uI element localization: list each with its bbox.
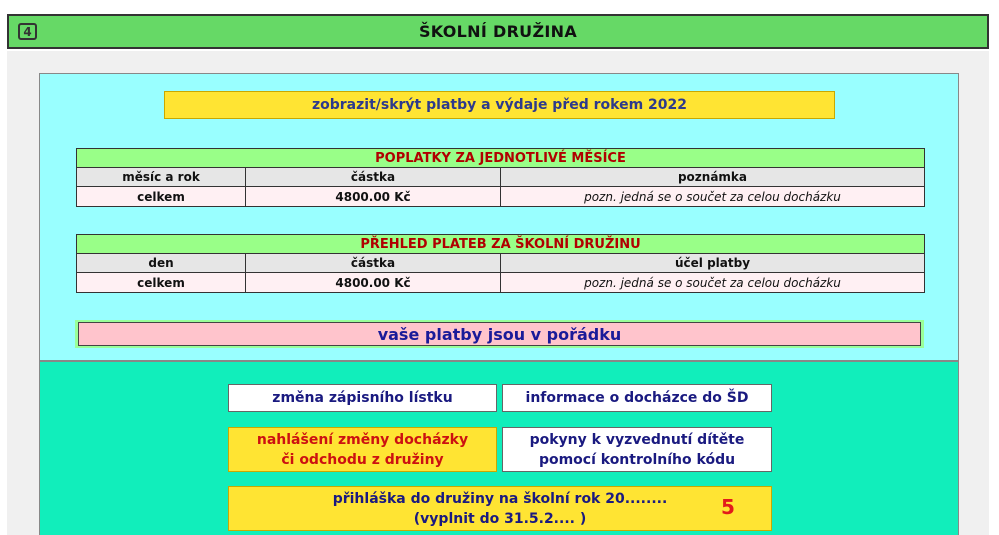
table-row [77,273,925,293]
report-attendance-change-button[interactable] [228,427,497,472]
button-label-line: nahlášení změny docházky [256,431,469,448]
toggle-old-payments-button[interactable]: zobrazit/skrýt platby a výdaje před rokem 2022 [164,91,835,119]
column-header: poznámka [501,168,925,187]
amount-cell: 4800.00 Kč [246,273,501,293]
table-row [77,187,925,207]
fees-table-title-row [77,149,925,168]
button-label-line: pokyny k vyzvednutí dítěte [529,431,745,448]
day-cell: celkem [77,273,246,293]
button-label-line: pomocí kontrolního kódu [538,451,736,468]
payments-table-title-row [77,235,925,254]
attendance-info-button[interactable]: informace o docházce do ŠD [502,384,772,412]
fees-table-header-row [77,168,925,187]
column-header: částka [246,254,501,273]
button-label-line: (vyplnit do 31.5.2.... ) [413,510,587,527]
section-header [7,14,989,49]
step-number-annotation: 5 [721,495,735,519]
change-enrollment-form-button[interactable]: změna zápisního lístku [228,384,497,412]
payment-status-box [75,320,924,348]
purpose-cell: pozn. jedná se o součet za celou docházku [501,273,925,293]
enrollment-application-button[interactable] [228,486,772,531]
fees-table [76,148,925,207]
fees-table-title: POPLATKY ZA JEDNOTLIVÉ MĚSÍCE [77,149,925,168]
column-header: měsíc a rok [77,168,246,187]
note-cell: pozn. jedná se o součet za celou docházku [501,187,925,207]
payments-table [76,234,925,293]
period-cell: celkem [77,187,246,207]
button-label-line: přihláška do družiny na školní rok 20........ [332,490,668,507]
page-title: ŠKOLNÍ DRUŽINA [418,22,578,41]
section-number-badge: 4 [18,23,37,40]
payments-table-title: PŘEHLED PLATEB ZA ŠKOLNÍ DRUŽINU [77,235,925,254]
button-label-line: či odchodu z družiny [281,451,444,468]
pickup-instructions-button[interactable] [502,427,772,472]
column-header: den [77,254,246,273]
column-header: účel platby [501,254,925,273]
amount-cell: 4800.00 Kč [246,187,501,207]
payment-status-message: vaše platby jsou v pořádku [78,322,921,346]
payments-table-header-row [77,254,925,273]
column-header: částka [246,168,501,187]
